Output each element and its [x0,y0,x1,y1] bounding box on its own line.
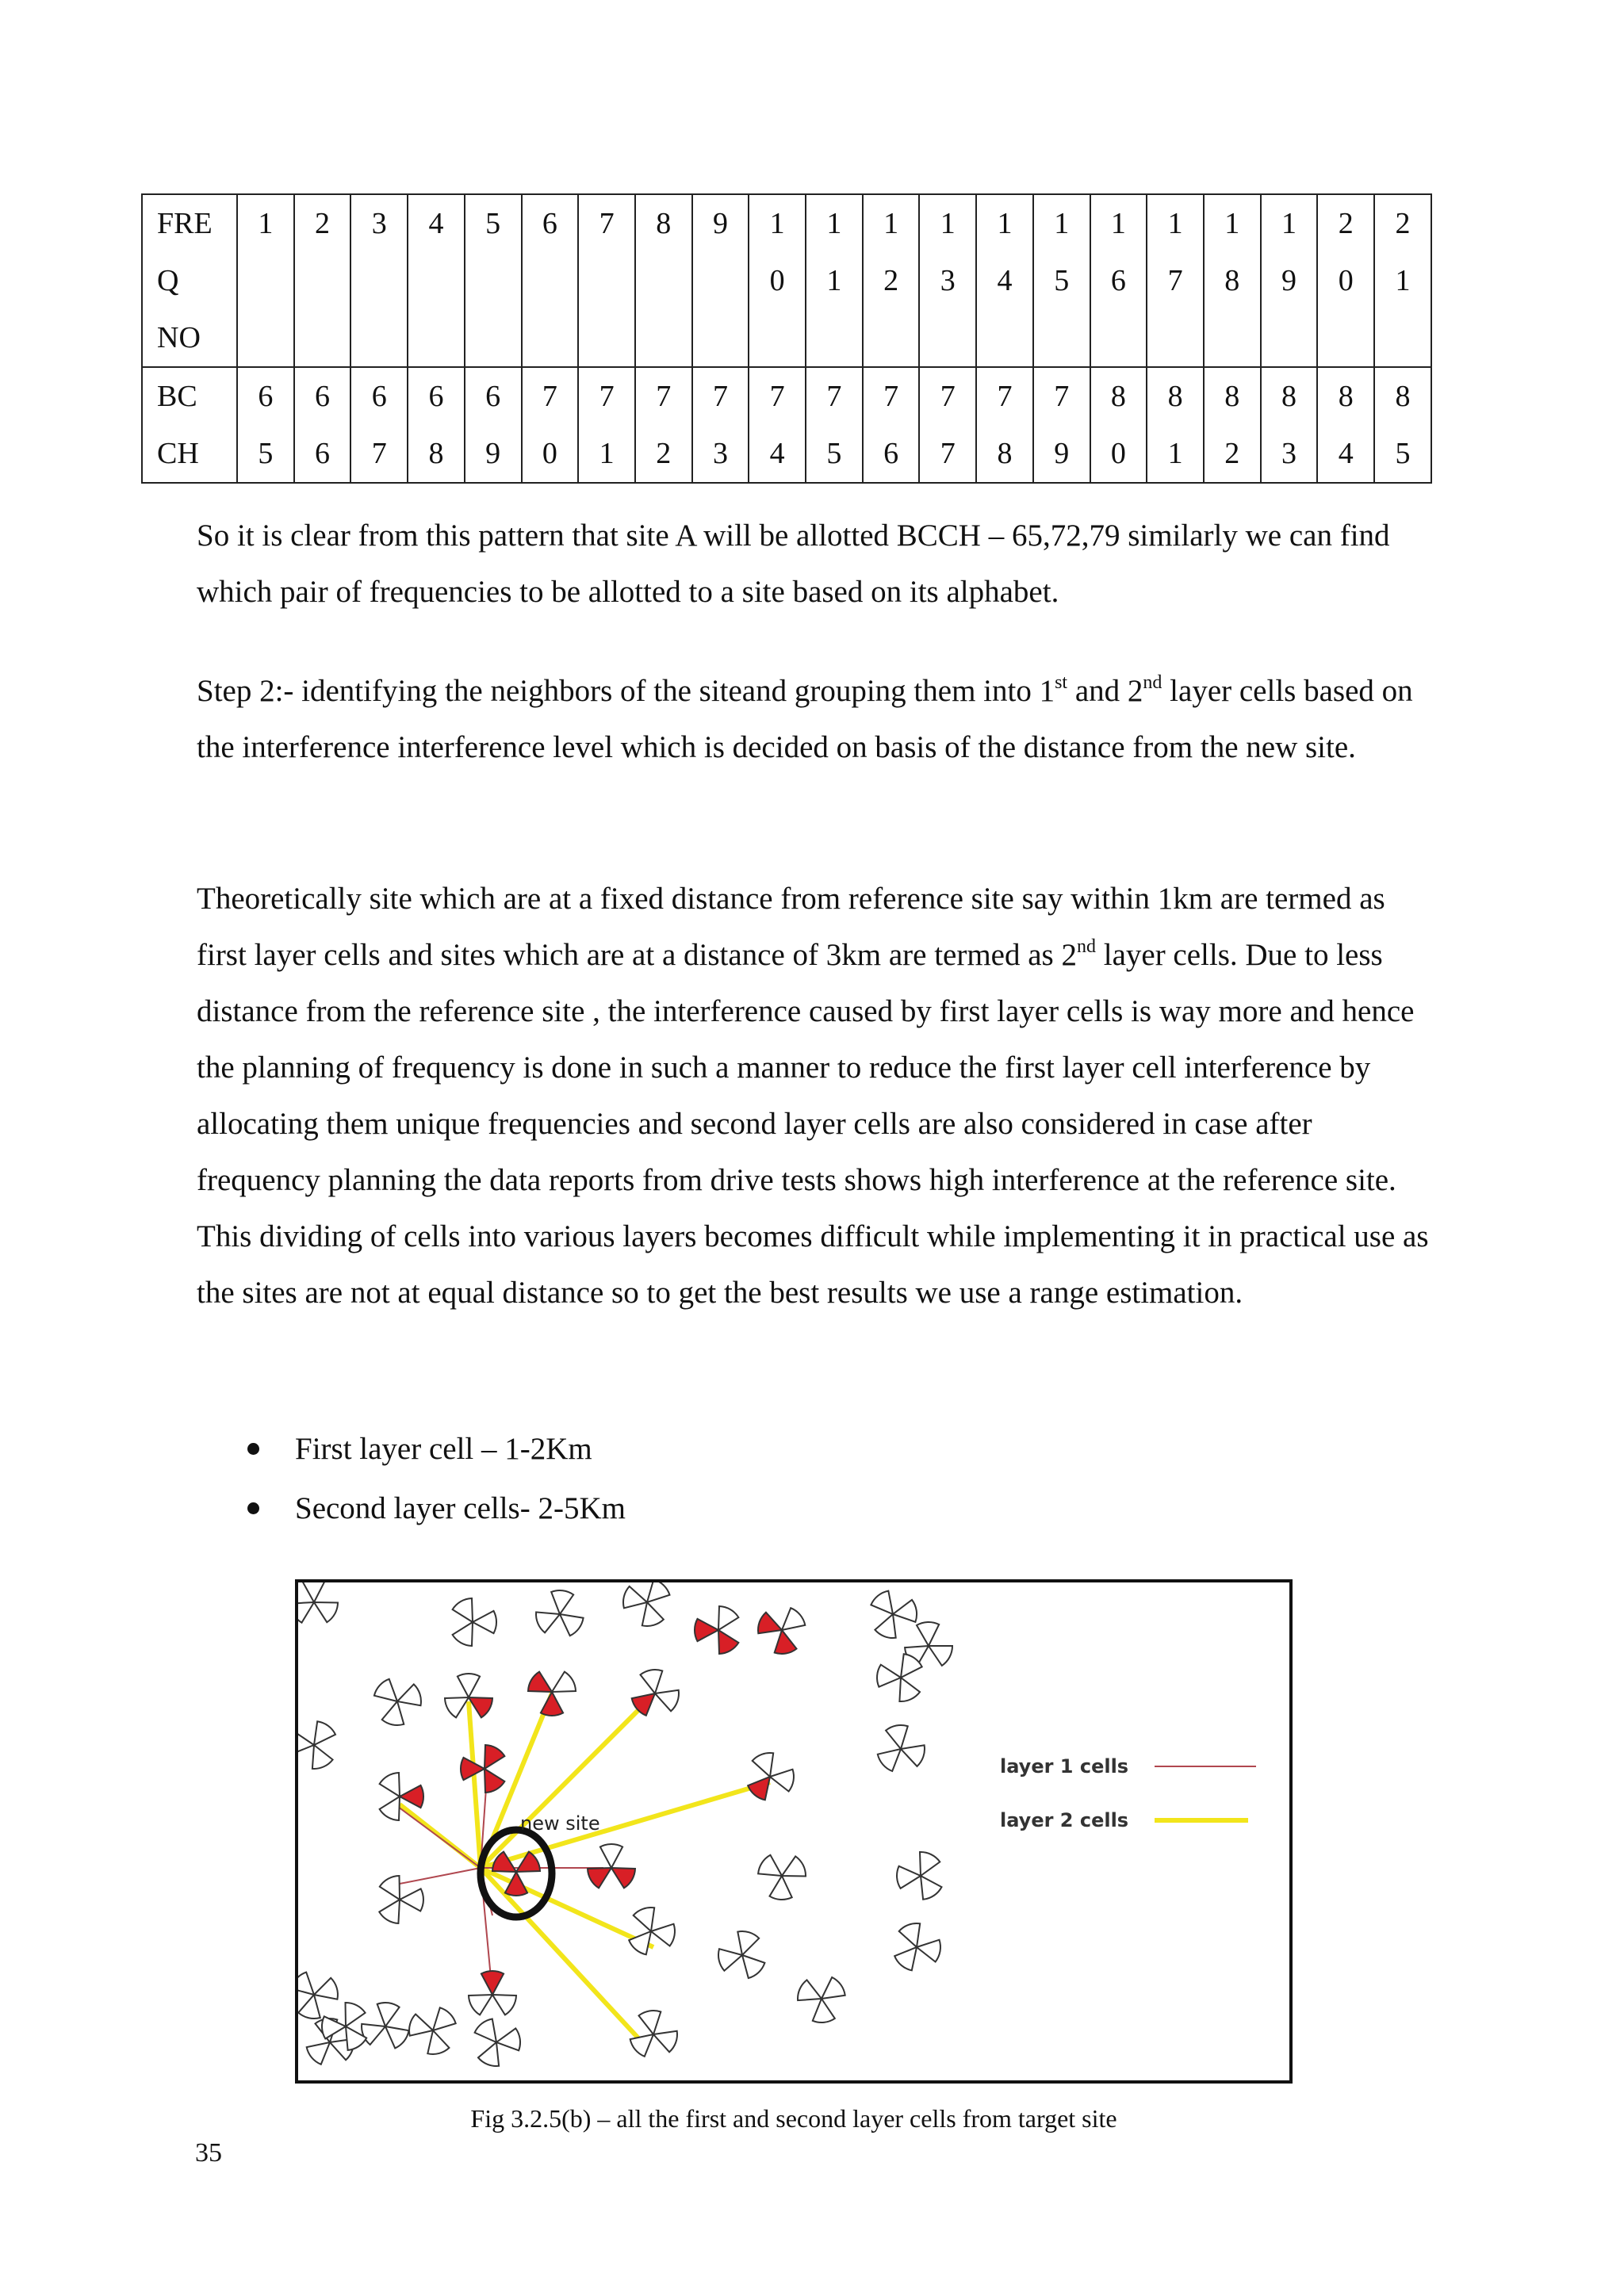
paragraph-layer-theory: Theoretically site which are at a fixed distance from reference site say within 1km are termed as first layer cells and sites which are at a distance of 3km are termed as 2nd layer cells. Due to less distance from the reference site , the interference caused by first layer cells is way more and hence the planning of frequency is done in such a manner to reduce the first layer cell interference by allocating them unique frequencies and second layer cells are also considered in case after frequency planning the data reports from drive tests shows high interference at the reference site. This dividing of cells into various layers becomes difficult while implementing it in practical use as the sites are not at equal distance so to get the best results we use a range estimation. [197,882,1429,1310]
bullet-first-layer: First layer cell – 1-2Km [238,1419,626,1479]
header_row-cell: 1 9 [1261,194,1318,367]
bullet-dot-icon [247,1443,259,1455]
header_row-cell: 1 8 [1204,194,1261,367]
bcch_row-cell: 8 4 [1317,367,1374,483]
bcch_row-cell: 6 5 [237,367,294,483]
bcch_row-cell: 8 5 [1374,367,1431,483]
cell-site-icon [758,1608,805,1654]
cell-site-icon [298,1721,335,1769]
bcch_row-cell: 7 0 [522,367,579,483]
header_row-cell: 2 [294,194,351,367]
bcch_row-cell: 8 1 [1147,367,1204,483]
new-site-label: new site [520,1812,600,1835]
bcch_row-cell: 7 3 [692,367,749,483]
layer-cells-map [298,1582,1289,2080]
header_row-cell: 2 1 [1374,194,1431,367]
cell-site-icon [718,1931,764,1978]
cell-site-icon [695,1606,738,1654]
bcch_row-cell: 6 6 [294,367,351,483]
layer2-link [469,1701,481,1868]
cell-site-icon [897,1852,941,1900]
page-number: 35 [195,2138,222,2168]
legend-layer2-label: layer 2 cells [1000,1809,1129,1831]
header_row-cell: 6 [522,194,579,367]
bcch_row-cell: 7 5 [806,367,863,483]
header_row-cell: 8 [635,194,692,367]
cell-site-icon [632,1670,679,1716]
figure-legend [1000,1755,1256,1831]
figure-caption: Fig 3.2.5(b) – all the first and second layer cells from target site [470,2104,1117,2133]
header_row-cell: 1 3 [919,194,976,367]
layer-cells-figure [295,1579,1293,2084]
layer-range-list [238,1419,626,1538]
header_row-header-cell: FRE Q NO [142,194,237,367]
header_row-cell: 1 7 [1147,194,1204,367]
frequency-bcch-table [141,193,1432,484]
paragraph-step-2: Step 2:- identifying the neighbors of the siteand grouping them into 1st and 2nd layer cells based on the interference interference level which is decided on basis of the distance from the new site. [197,672,1413,764]
header_row-cell: 1 6 [1090,194,1147,367]
header_row-cell: 1 2 [863,194,920,367]
bcch_row-cell: 7 1 [578,367,635,483]
cell-site-icon [374,1679,421,1725]
bullet-second-layer: Second layer cells- 2-5Km [238,1479,626,1538]
layer1-link [400,1868,481,1884]
cell-site-icon [878,1725,925,1771]
cell-site-icon [475,2019,520,2066]
header_row-cell: 4 [408,194,465,367]
header_row-cell: 1 1 [806,194,863,367]
cell-site-icon [877,1654,922,1701]
cell-site-icon [536,1590,584,1636]
header_row-cell: 2 0 [1317,194,1374,367]
bcch_row-cell: 7 8 [976,367,1033,483]
bullet-dot-icon [247,1502,259,1514]
bcch_row-cell: 7 6 [863,367,920,483]
header_row-cell: 3 [350,194,408,367]
paragraph-bcch-pattern: So it is clear from this pattern that site A will be allotted BCCH – 65,72,79 similarly we can find which pair of frequencies to be allotted to a site based on its alphabet. [197,519,1390,609]
bcch_row-cell: 8 2 [1204,367,1261,483]
cell-site-icon [528,1672,576,1716]
legend-layer1-label: layer 1 cells [1000,1755,1129,1777]
cell-site-icon [362,2003,408,2048]
bcch_row-cell: 7 7 [919,367,976,483]
layer1-link [395,1804,481,1868]
bcch_row-cell: 8 0 [1090,367,1147,483]
header_row-cell: 1 4 [976,194,1033,367]
cell-site-icon [894,1923,940,1970]
cell-site-icon [298,1582,338,1623]
header_row-cell: 9 [692,194,749,367]
header_row-cell: 1 0 [749,194,806,367]
cell-site-icon [798,1977,845,2022]
bcch_row-cell: 7 4 [749,367,806,483]
header_row-cell: 5 [465,194,522,367]
cell-site-icon [298,1973,338,2019]
header_row-cell: 7 [578,194,635,367]
bcch-row [142,367,1431,483]
cell-site-icon [748,1753,794,1800]
cell-site-icon [453,1598,496,1646]
header_row-cell: 1 [237,194,294,367]
bcch_row-cell: 6 9 [465,367,522,483]
bcch_row-cell: 7 9 [1033,367,1090,483]
cell-site-icon [758,1855,806,1900]
cell-site-icon [461,1745,504,1793]
cell-site-icon [623,1582,670,1626]
bcch_row-cell: 8 3 [1261,367,1318,483]
bcch_row-cell: 6 7 [350,367,408,483]
cell-site-icon [469,1971,516,2015]
header_row-cell: 1 5 [1033,194,1090,367]
cell-site-icon [871,1591,917,1638]
cell-site-icon [409,2007,456,2054]
cell-site-icon [380,1773,423,1820]
freq-no-row [142,194,1431,367]
bcch_row-cell: 7 2 [635,367,692,483]
cell-site-icon [588,1844,635,1888]
bcch_row-cell: 6 8 [408,367,465,483]
bcch_row-header-cell: BC CH [142,367,237,483]
